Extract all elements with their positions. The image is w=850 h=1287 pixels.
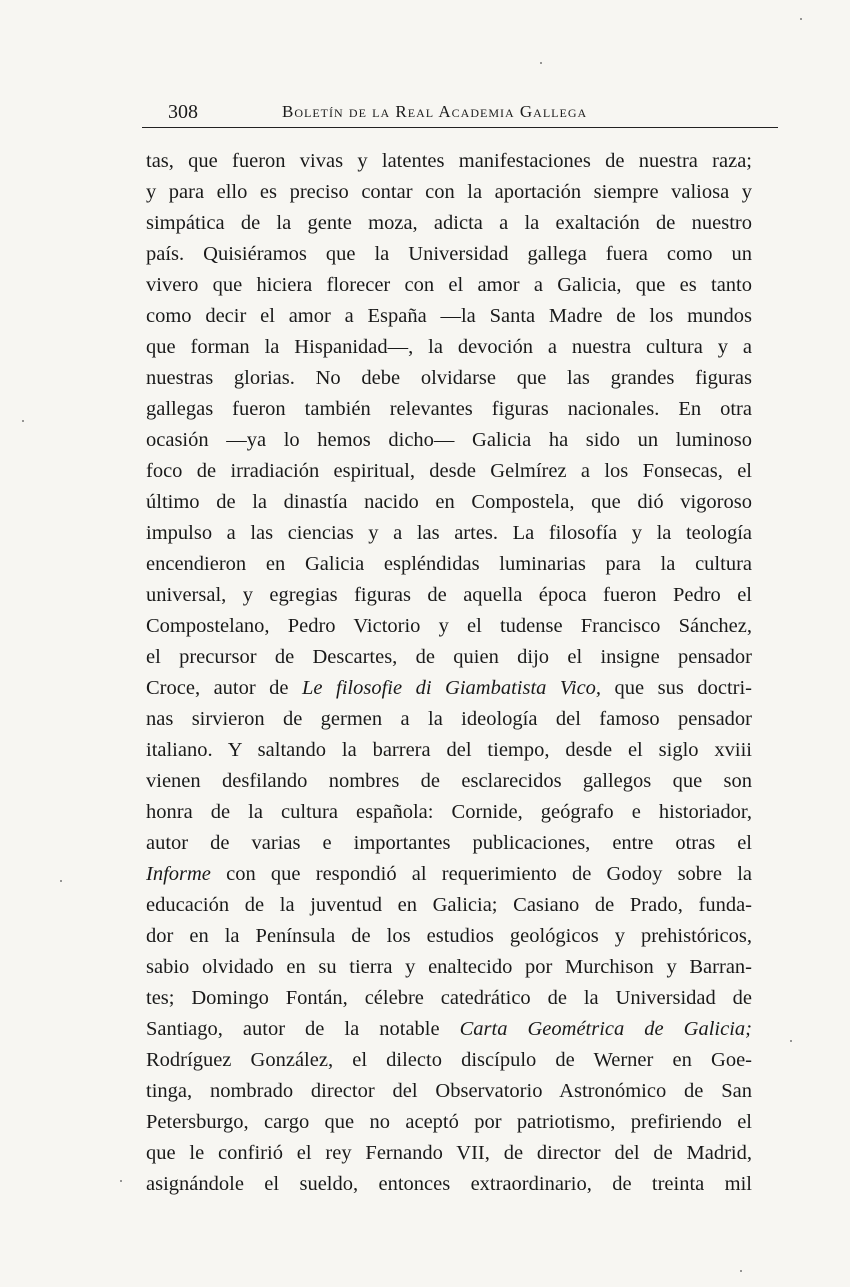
text-segment: tas, que fueron vivas y latentes manifestaciones de nuestra raza;: [146, 150, 752, 172]
scan-speck: [740, 1270, 742, 1272]
text-segment: que le confirió el rey Fernando VII, de director del de Madrid,: [146, 1142, 752, 1164]
italic-title: Le filosofie di Giambatista Vico,: [302, 677, 602, 699]
text-line: [146, 1014, 752, 1045]
text-line: [146, 239, 752, 270]
text-segment: gallegas fueron también relevantes figuras nacionales. En otra: [146, 398, 752, 420]
text-segment: nas sirvieron de germen a la ideología del famoso pensador: [146, 708, 752, 730]
page-header: [142, 97, 778, 128]
text-line: [146, 983, 752, 1014]
text-line: [146, 363, 752, 394]
text-segment: ocasión —ya lo hemos dicho— Galicia ha sido un luminoso: [146, 429, 752, 451]
text-line: [146, 1076, 752, 1107]
text-segment: vienen desfilando nombres de esclarecidos gallegos que son: [146, 770, 752, 792]
text-line: [146, 890, 752, 921]
text-line: [146, 456, 752, 487]
text-segment: como decir el amor a España —la Santa Madre de los mundos: [146, 305, 752, 327]
text-segment: encendieron en Galicia espléndidas luminarias para la cultura: [146, 553, 752, 575]
text-segment: educación de la juventud en Galicia; Casiano de Prado, funda-: [146, 894, 752, 916]
scan-speck: [60, 880, 62, 882]
text-segment: y para ello es preciso contar con la aportación siempre valiosa y: [146, 181, 752, 203]
running-title: Boletín de la Real Academia Gallega: [282, 102, 588, 121]
text-line: [146, 1045, 752, 1076]
italic-title: Carta Geométrica de Galicia;: [459, 1018, 752, 1040]
text-segment: que sus doctri-: [601, 677, 752, 699]
text-line: [146, 859, 752, 890]
text-line: [146, 704, 752, 735]
text-line: [146, 611, 752, 642]
text-segment: Santiago, autor de la notable: [146, 1018, 460, 1040]
text-line: [146, 828, 752, 859]
text-segment: sabio olvidado en su tierra y enaltecido por Murchison y Barran-: [146, 956, 752, 978]
text-line: [146, 177, 752, 208]
text-segment: impulso a las ciencias y a las artes. La filosofía y la teología: [146, 522, 752, 544]
text-segment: Rodríguez González, el dilecto discípulo de Werner en Goe-: [146, 1049, 752, 1071]
text-line: [146, 518, 752, 549]
text-segment: universal, y egregias figuras de aquella época fueron Pedro el: [146, 584, 752, 606]
text-segment: autor de varias e importantes publicaciones, entre otras el: [146, 832, 752, 854]
text-segment: último de la dinastía nacido en Compostela, que dió vigoroso: [146, 491, 752, 513]
page-number: 308: [168, 101, 198, 123]
text-segment: el precursor de Descartes, de quien dijo el insigne pensador: [146, 646, 752, 668]
text-segment: tes; Domingo Fontán, célebre catedrático de la Universidad de: [146, 987, 752, 1009]
text-segment: foco de irradiación espiritual, desde Gelmírez a los Fonsecas, el: [146, 460, 752, 482]
text-line: [146, 394, 752, 425]
text-segment: italiano. Y saltando la barrera del tiempo, desde el siglo xviii: [146, 739, 752, 761]
text-segment: asignándole el sueldo, entonces extraordinario, de treinta mil: [146, 1173, 752, 1195]
text-segment: que forman la Hispanidad—, la devoción a nuestra cultura y a: [146, 336, 752, 358]
text-line: [146, 921, 752, 952]
text-segment: país. Quisiéramos que la Universidad gallega fuera como un: [146, 243, 752, 265]
text-line: [146, 146, 752, 177]
text-line: [146, 487, 752, 518]
text-line: [146, 332, 752, 363]
text-segment: tinga, nombrado director del Observatorio Astronómico de San: [146, 1080, 752, 1102]
text-line: [146, 208, 752, 239]
italic-title: Informe: [146, 863, 211, 885]
text-line: [146, 1169, 752, 1200]
text-segment: nuestras glorias. No debe olvidarse que las grandes figuras: [146, 367, 752, 389]
scan-speck: [22, 420, 24, 422]
scan-speck: [800, 18, 802, 20]
text-segment: honra de la cultura española: Cornide, geógrafo e historiador,: [146, 801, 752, 823]
text-line: [146, 952, 752, 983]
text-segment: Petersburgo, cargo que no aceptó por patriotismo, prefiriendo el: [146, 1111, 752, 1133]
text-line: [146, 1138, 752, 1169]
body-text: [146, 146, 752, 1200]
scan-speck: [540, 62, 542, 64]
text-line: [146, 1107, 752, 1138]
text-line: [146, 766, 752, 797]
scan-speck: [120, 1180, 122, 1182]
scan-speck: [790, 1040, 792, 1042]
text-line: [146, 580, 752, 611]
text-segment: simpática de la gente moza, adicta a la exaltación de nuestro: [146, 212, 752, 234]
text-line: [146, 425, 752, 456]
text-line: [146, 301, 752, 332]
text-segment: Compostelano, Pedro Victorio y el tudense Francisco Sánchez,: [146, 615, 752, 637]
text-line: [146, 642, 752, 673]
text-line: [146, 735, 752, 766]
text-line: [146, 270, 752, 301]
text-line: [146, 549, 752, 580]
text-segment: dor en la Península de los estudios geológicos y prehistóricos,: [146, 925, 752, 947]
text-segment: Croce, autor de: [146, 677, 303, 699]
text-line: [146, 797, 752, 828]
text-line: [146, 673, 752, 704]
text-segment: vivero que hiciera florecer con el amor a Galicia, que es tanto: [146, 274, 752, 296]
text-segment: con que respondió al requerimiento de Godoy sobre la: [210, 863, 752, 885]
